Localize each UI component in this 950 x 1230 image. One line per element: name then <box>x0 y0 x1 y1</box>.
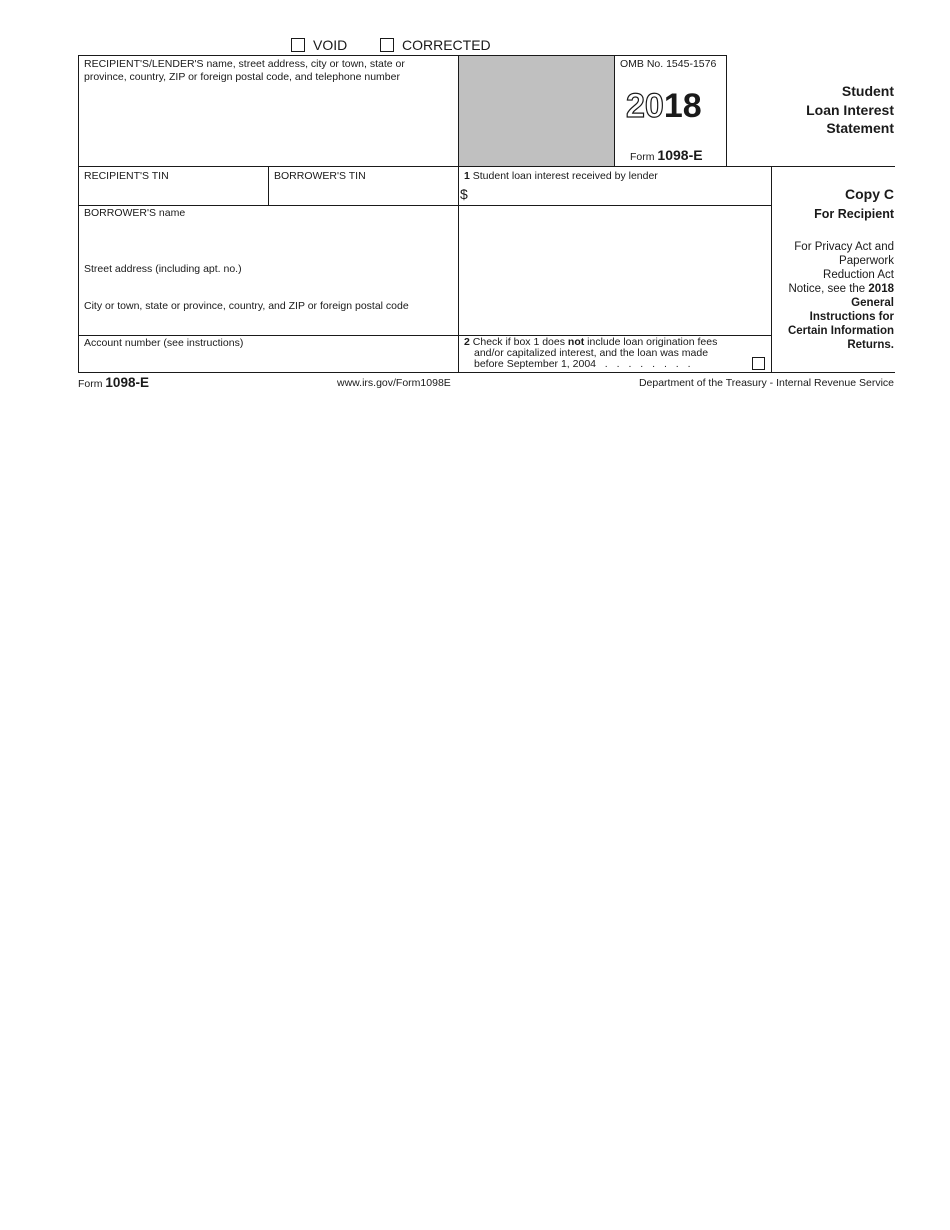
recipient-tin-field[interactable] <box>80 184 266 204</box>
omb-left-border <box>614 55 615 166</box>
borrower-tin-field[interactable] <box>270 184 456 204</box>
recipient-tin-label: RECIPIENT'S TIN <box>84 170 169 182</box>
footer-department: Department of the Treasury - Internal Revenue Service <box>638 377 894 389</box>
tax-year: 2018 <box>626 87 702 125</box>
omb-number: OMB No. 1545-1576 <box>620 58 717 70</box>
omb-right-border <box>726 55 727 166</box>
top-border <box>78 55 726 56</box>
street-address-field[interactable] <box>80 277 456 297</box>
box1-currency: $ <box>460 186 468 202</box>
borrower-tin-label: BORROWER'S TIN <box>274 170 366 182</box>
box2-checkbox[interactable] <box>752 357 765 370</box>
copy-subtitle: For Recipient <box>814 207 894 221</box>
street-address-label: Street address (including apt. no.) <box>84 263 242 275</box>
recipient-name-field[interactable] <box>80 86 456 164</box>
shaded-area <box>459 56 614 166</box>
form-title: Student Loan Interest Statement <box>806 83 894 136</box>
corrected-checkbox[interactable] <box>380 38 394 52</box>
privacy-notice: For Privacy Act and Paperwork Reduction Act Notice, see the 2018 General Instructions for Certain Information Returns. <box>787 241 894 351</box>
city-state-field[interactable] <box>80 314 456 334</box>
row2-bottom <box>78 205 771 206</box>
account-number-field[interactable] <box>80 351 456 371</box>
omb-form-name: Form 1098-E <box>630 147 703 163</box>
footer-form-name: Form 1098-E <box>78 375 149 390</box>
box1-amount-field[interactable] <box>472 184 768 204</box>
recipient-name-label: RECIPIENT'S/LENDER'S name, street address, city or town, state or province, country, ZIP or foreign postal code, and telephone number <box>84 58 405 83</box>
footer-url[interactable]: www.irs.gov/Form1098E <box>337 377 451 389</box>
box2-label: 2 Check if box 1 does not include loan origination fees and/or capitalized interest, and the loan was made before September 1, 2004 . . . . . . . . <box>464 336 718 370</box>
borrower-name-field[interactable] <box>80 221 456 261</box>
tin-divider <box>268 166 269 205</box>
copy-title: Copy C <box>845 186 894 202</box>
left-border <box>78 55 79 373</box>
void-label: VOID <box>313 37 348 53</box>
corrected-label: CORRECTED <box>402 37 491 53</box>
bottom-border <box>78 372 895 373</box>
city-state-label: City or town, state or province, country, and ZIP or foreign postal code <box>84 300 409 312</box>
account-number-label: Account number (see instructions) <box>84 337 244 349</box>
void-checkbox[interactable] <box>291 38 305 52</box>
box1-label: 1 Student loan interest received by lender <box>464 170 658 182</box>
borrower-name-label: BORROWER'S name <box>84 207 186 219</box>
row1-bottom <box>78 166 895 167</box>
